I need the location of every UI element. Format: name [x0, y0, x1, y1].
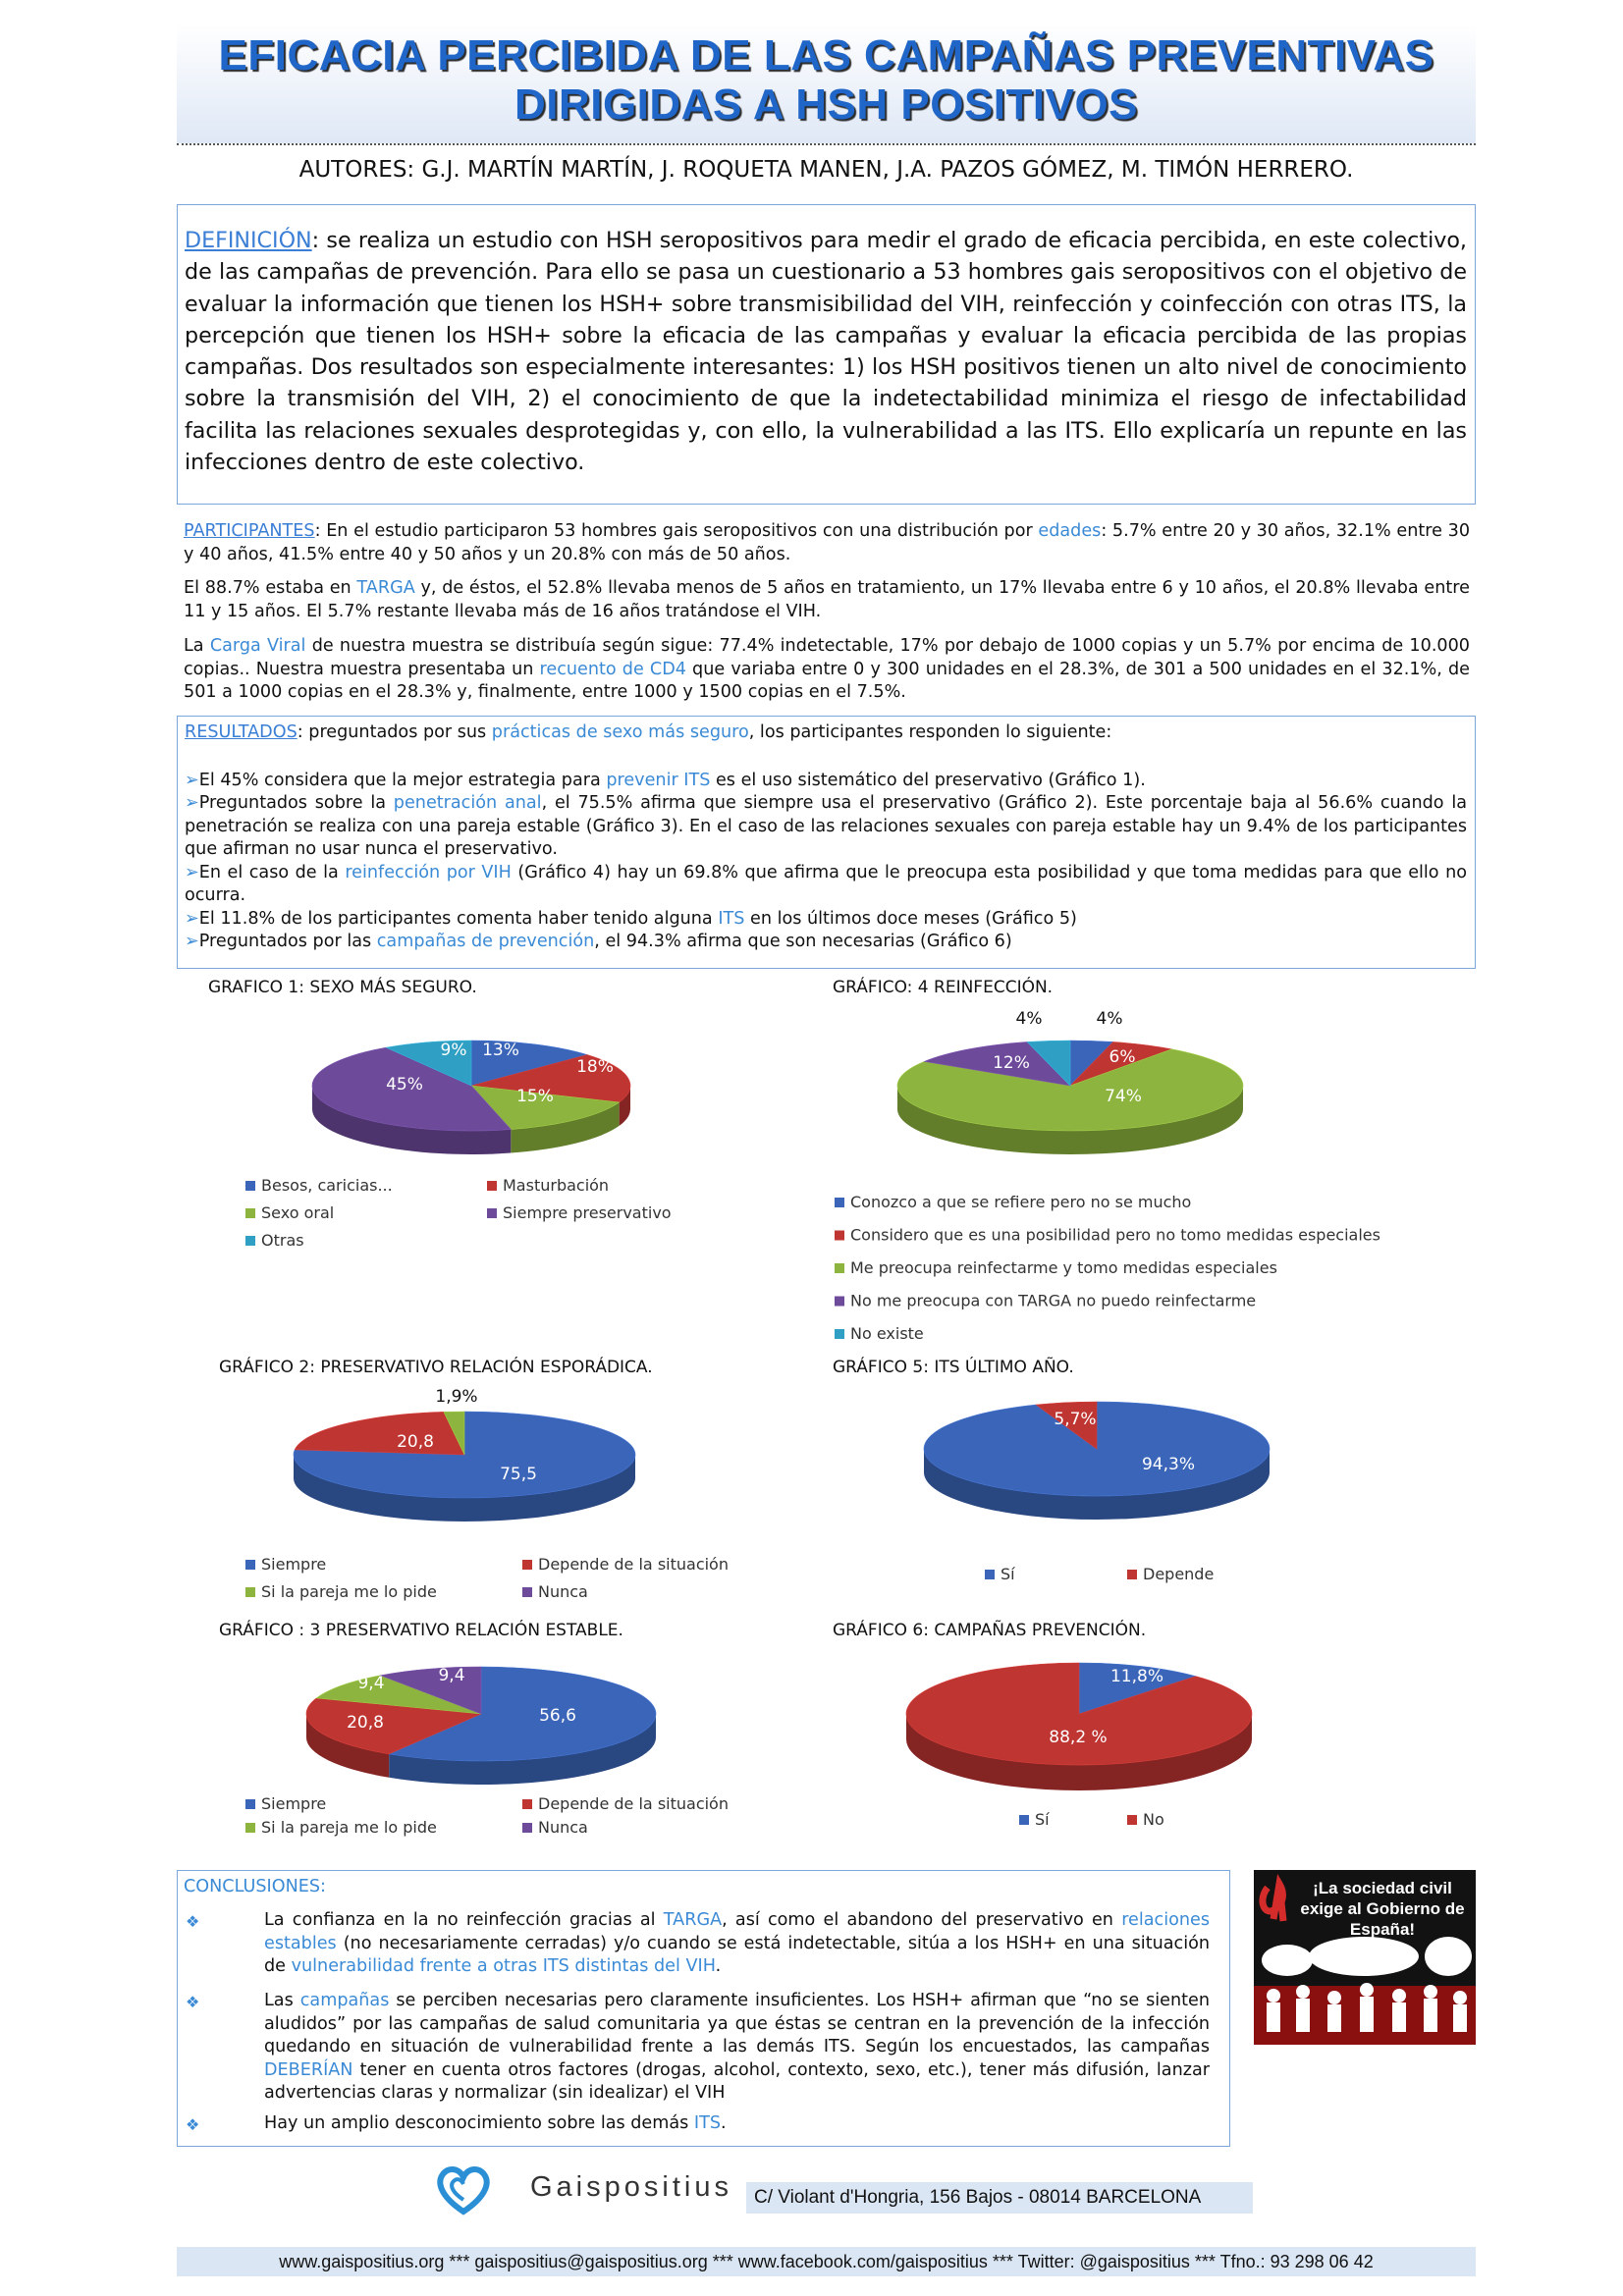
legend-label: Sexo oral [261, 1203, 335, 1222]
crowd-silhouette-icon [1267, 1983, 1467, 2032]
legend-label: Siempre preservativo [503, 1203, 672, 1222]
results-text: es el uso sistemático del preservativo (Gráfico 1). [710, 770, 1146, 790]
legend-swatch [1127, 1570, 1137, 1579]
pie-chart-4 [833, 1356, 1270, 1583]
conclusions-label [184, 1877, 326, 1896]
legend-label: Siempre [261, 1794, 327, 1813]
chart-title: GRÁFICO: 4 REINFECCIÓN. [833, 978, 1054, 997]
legend-label: Depende [1143, 1565, 1215, 1583]
campaign-poster [1254, 1870, 1476, 2045]
pie-chart-1 [208, 976, 672, 1250]
data-label: 56,6 [539, 1706, 576, 1726]
legend-swatch [522, 1560, 532, 1570]
conclusion-text: La confianza en la no reinfección gracias al [264, 1910, 664, 1930]
contact-bar: www.gaispositius.org *** gaispositius@gaispositius.org *** www.facebook.com/gaispositius *** Twitter: @gaispositius *** Tfno.: 93 298 06 42 [177, 2247, 1476, 2276]
data-label: 9,4 [357, 1674, 385, 1693]
keyword: ITS [693, 2113, 722, 2133]
definition-text: : se realiza un estudio con HSH seropositivos para medir el grado de eficacia percibida, en este colectivo, de las campañas de prevención. Para ello se pasa un cuestionario a 53 hombres gais seropositivos con el objetivo de evaluar la información que tienen los HSH+ sobre transmisibilidad del VIH, reinfección y coinfección con otras ITS, la percepción que tienen los HSH+ sobre la eficacia de las campañas y evaluar la eficacia percibida de las propias campañas. Dos resultados son especialmente interesantes: 1) los HSH positivos tienen un alto nivel de conocimiento sobre la transmisión del VIH, 2) el conocimiento de que la indetectabilidad minimiza el riesgo de infectabilidad facilita las relaciones sexuales desprotegidas y, con ello, la vulnerabilidad a las ITS. Ello explicaría un repunte en las infecciones dentro de este colectivo. [185, 228, 1467, 476]
pie-slice [295, 1412, 464, 1455]
speech-bubble [1309, 1937, 1419, 1976]
speech-bubble [1262, 1945, 1313, 1976]
legend-swatch [985, 1570, 995, 1579]
legend-label: Si la pareja me lo pide [261, 1582, 437, 1601]
legend-label: Nunca [538, 1818, 588, 1837]
legend-swatch [835, 1297, 844, 1307]
data-label: 74% [1105, 1087, 1142, 1106]
keyword: relaciones estables [264, 1910, 1210, 1953]
results-text: Preguntados por las [198, 932, 377, 951]
conclusion-text: . [715, 1956, 722, 1976]
aids-ribbon-icon [1263, 1884, 1283, 1921]
legend-label: Nunca [538, 1582, 588, 1601]
legend-swatch [245, 1799, 255, 1809]
legend-swatch [835, 1263, 844, 1273]
legend-swatch [835, 1329, 844, 1339]
data-label: 4% [1015, 1009, 1043, 1029]
legend-swatch [835, 1198, 844, 1207]
conclusions-box [177, 1870, 1230, 2147]
page-title-line-1: EFICACIA PERCIBIDA DE LAS CAMPAÑAS PREVENTIVAS [218, 31, 1434, 80]
participants-text: La [184, 636, 210, 656]
legend-label: Sí [1035, 1810, 1050, 1829]
data-label: 15% [516, 1087, 554, 1106]
keyword: TARGA [663, 1910, 723, 1930]
speech-bubble [1425, 1937, 1472, 1976]
chart-title: GRÁFICO 6: CAMPAÑAS PREVENCIÓN. [833, 1621, 1147, 1640]
gaispositius-logo [435, 2164, 492, 2216]
results-text: , los participantes responden lo siguiente: [748, 722, 1112, 742]
keyword-targa: TARGA [356, 578, 415, 598]
chart-title: GRÁFICO 5: ITS ÚLTIMO AÑO. [833, 1358, 1074, 1377]
keyword: penetración anal [393, 793, 542, 813]
data-label: 94,3% [1141, 1455, 1196, 1474]
data-label: 4% [1096, 1009, 1123, 1029]
pie-slice [906, 1663, 1252, 1765]
legend-swatch [1127, 1815, 1137, 1825]
keyword: DEBERÍAN [264, 2059, 353, 2080]
legend-label: Me preocupa reinfectarme y tomo medidas especiales [850, 1258, 1277, 1277]
chart-title: GRÁFICO : 3 PRESERVATIVO RELACIÓN ESTABLE. [219, 1621, 623, 1640]
legend-label: No me preocupa con TARGA no puedo reinfectarme [850, 1291, 1257, 1310]
authors: AUTORES: G.J. MARTÍN MARTÍN, J. ROQUETA MANEN, J.A. PAZOS GÓMEZ, M. TIMÓN HERRERO. [298, 157, 1354, 183]
participants-text: El 88.7% estaba en [184, 578, 357, 598]
participants-label: PARTICIPANTES [184, 521, 315, 541]
legend-label: Sí [1001, 1565, 1015, 1583]
pie-chart-6 [833, 1619, 1252, 1829]
results-text: El 11.8% de los participantes comenta haber tenido alguna [198, 908, 719, 929]
conclusion-text: Hay un amplio desconocimiento sobre las demás [264, 2113, 694, 2133]
pie-chart-3 [219, 1356, 729, 1601]
participants-text: de nuestra muestra se distribuía según sigue: 77.4% indetectable, 17% por debajo de 1000 copias y un 5.7% por encima de 10.000 copias.. Nuestra muestra presentaba un [184, 636, 1470, 679]
brand-name: Gaispositius [530, 2171, 732, 2203]
data-label: 20,8 [397, 1432, 434, 1452]
conclusion-text: se perciben necesarias pero claramente insuficientes. Los HSH+ afirman que “no se sienten aludidos” por las campañas de salud comunitaria ya que éstas se centran en la prevención de la infección quedando en situación de vulnerabilidad frente a las demás ITS. Según los encuestados, las campañas [264, 1991, 1211, 2056]
legend-swatch [245, 1560, 255, 1570]
data-label: 5,7% [1054, 1410, 1097, 1429]
legend-swatch [1019, 1815, 1029, 1825]
data-label: 11,8% [1109, 1667, 1164, 1686]
results-text: : preguntados por sus [297, 722, 492, 742]
legend-swatch [522, 1823, 532, 1833]
data-label: 13% [482, 1041, 519, 1060]
conclusions-title: CONCLUSIONES: [184, 1877, 326, 1896]
keyword: campañas de prevención [376, 932, 595, 951]
results-label: RESULTADOS [185, 722, 298, 742]
pie-chart-5 [219, 1619, 729, 1837]
legend-swatch [245, 1587, 255, 1597]
keyword: vulnerabilidad frente a otras ITS distintas del VIH [291, 1956, 716, 1976]
pie-chart-2 [833, 976, 1380, 1343]
diamond-bullet-icon: ❖ [186, 2115, 200, 2134]
arrow-icon: ➢ [185, 793, 199, 813]
results-text: , el 94.3% afirma que son necesarias (Gráfico 6) [594, 932, 1012, 951]
conclusion-text: . [721, 2113, 727, 2133]
legend-label: Siempre [261, 1555, 327, 1574]
results-text: En el caso de la [198, 862, 346, 882]
keyword: reinfección por VIH [345, 862, 512, 882]
data-label: 12% [993, 1053, 1030, 1073]
diamond-bullet-icon: ❖ [186, 1993, 200, 2011]
conclusion-text: tener en cuenta otros factores (drogas, alcohol, contexto, sexo, etc.), tener más difusión, lanzar advertencias claras y normalizar (sin idealizar) el VIH [264, 2059, 1210, 2103]
legend-label: Conozco a que se refiere pero no se mucho [850, 1193, 1192, 1211]
legend-swatch [245, 1208, 255, 1218]
legend-label: Depende de la situación [538, 1794, 729, 1813]
legend-label: No existe [850, 1324, 924, 1343]
data-label: 6% [1109, 1047, 1136, 1067]
conclusion-text: , así como el abandono del preservativo en [722, 1910, 1122, 1930]
data-label: 9,4 [438, 1666, 465, 1685]
address: C/ Violant d'Hongria, 156 Bajos - 08014 BARCELONA [746, 2182, 1253, 2214]
legend-label: Besos, caricias... [261, 1176, 393, 1195]
legend-swatch [835, 1231, 844, 1241]
legend-label: Si la pareja me lo pide [261, 1818, 437, 1837]
keyword: prevenir ITS [606, 770, 711, 790]
legend-swatch [245, 1823, 255, 1833]
keyword-cd4: recuento de CD4 [539, 659, 686, 679]
page-title-line-2: DIRIGIDAS A HSH POSITIVOS [514, 80, 1139, 129]
keyword-carga-viral: Carga Viral [209, 636, 306, 656]
arrow-icon: ➢ [185, 932, 199, 951]
results-text: Preguntados sobre la [198, 793, 394, 813]
keyword-edades: edades [1038, 521, 1102, 541]
arrow-icon: ➢ [185, 908, 199, 929]
data-label: 18% [576, 1057, 614, 1077]
legend-swatch [487, 1208, 497, 1218]
participants-text: y, de éstos, el 52.8% llevaba menos de 5 años en tratamiento, un 17% llevaba entre 6 y 10 años, el 20.8% llevaba entre 11 y 15 años. El 5.7% restante llevaba más de 16 años tratándose el VIH. [184, 578, 1470, 621]
conclusion-text: (no necesariamente cerradas) y/o cuando se está indetectable, sitúa a los HSH+ en una situación de [264, 1933, 1210, 1976]
legend-label: No [1143, 1810, 1164, 1829]
participants-text: que variaba entre 0 y 300 unidades en el 28.3%, de 301 a 500 unidades en el 32.1%, de 501 a 1000 copias en el 28.3% y, finalmente, entre 1000 y 1500 copias en el 7.5%. [184, 659, 1470, 702]
chart-title: GRAFICO 1: SEXO MÁS SEGURO. [208, 978, 477, 997]
arrow-icon: ➢ [185, 862, 199, 882]
legend-label: Masturbación [503, 1176, 610, 1195]
legend-swatch [522, 1799, 532, 1809]
legend-label: Depende de la situación [538, 1555, 729, 1574]
conclusion-text: Las [264, 1991, 300, 2010]
data-label: 75,5 [500, 1465, 537, 1484]
results-text: (Gráfico 4) hay un 69.8% que afirma que le preocupa esta posibilidad y que toma medidas para que ello no ocurra. [185, 862, 1467, 905]
arrow-icon: ➢ [185, 770, 199, 790]
conclusion-3 [264, 2112, 1210, 2136]
data-label: 45% [386, 1075, 423, 1095]
results-text: en los últimos doce meses (Gráfico 5) [744, 908, 1077, 929]
results-text: , el 75.5% afirma que siempre usa el preservativo (Gráfico 2). Este porcentaje baja al 56.6% cuando la penetración se realiza con una pareja estable (Gráfico 3). En el caso de las relaciones sexuales con pareja estable hay un 9.4% de los participantes que afirman no usar nunca el preservativo. [185, 793, 1468, 859]
data-label: 88,2 % [1049, 1728, 1108, 1747]
diamond-bullet-icon: ❖ [186, 1912, 200, 1931]
legend-swatch [522, 1587, 532, 1597]
heart-logo-icon [435, 2164, 492, 2216]
legend-label: Considero que es una posibilidad pero no tomo medidas especiales [850, 1225, 1380, 1245]
data-label: 1,9% [435, 1387, 478, 1407]
conclusion-1 [264, 1909, 1210, 1979]
participants-text: : En el estudio participaron 53 hombres gais seropositivos con una distribución por [314, 521, 1039, 541]
legend-swatch [245, 1181, 255, 1191]
keyword: ITS [718, 908, 745, 929]
poster-headline: ¡La sociedad civil exige al Gobierno de España! [1300, 1879, 1465, 1939]
legend-swatch [245, 1236, 255, 1246]
conclusion-2 [264, 1990, 1210, 2106]
keyword-sexo-seguro: prácticas de sexo más seguro [491, 722, 749, 742]
participants-text: : 5.7% entre 20 y 30 años, 32.1% entre 30 y 40 años, 41.5% entre 40 y 50 años y un 20.8% con más de 50 años. [184, 521, 1471, 564]
data-label: 20,8 [347, 1713, 384, 1733]
keyword: campañas [299, 1991, 390, 2010]
legend-swatch [487, 1181, 497, 1191]
legend-label: Otras [261, 1231, 304, 1250]
results-text: El 45% considera que la mejor estrategia para [198, 770, 607, 790]
chart-title: GRÁFICO 2: PRESERVATIVO RELACIÓN ESPORÁDICA. [219, 1358, 653, 1377]
definition-label: DEFINICIÓN [185, 228, 312, 253]
data-label: 9% [440, 1041, 467, 1060]
